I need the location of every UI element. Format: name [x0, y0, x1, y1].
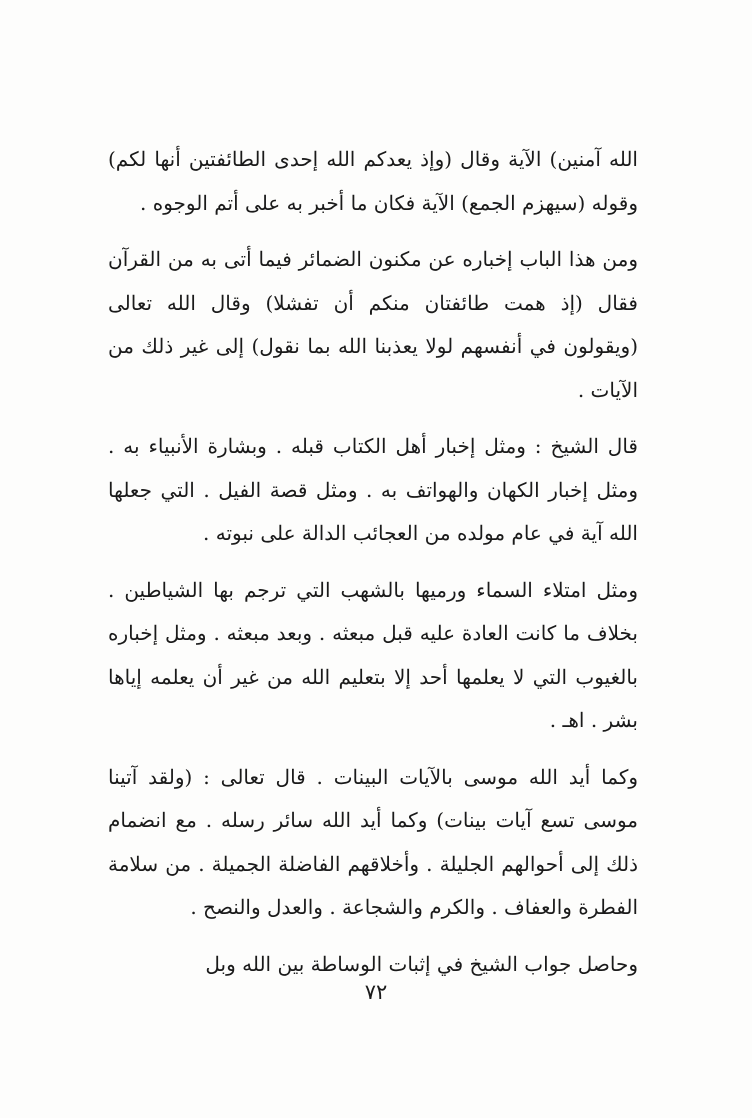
body-text — [108, 138, 638, 986]
paragraph-1: الله آمنين) الآية وقال (وإذ يعدكم الله إحدى الطائفتين أنها لكم) وقوله (سيهزم الجمع) الآية فكان ما أخبر به على أتم الوجوه . — [108, 147, 638, 215]
paragraph-3: قال الشيخ : ومثل إخبار أهل الكتاب قبله . وبشارة الأنبياء به . ومثل إخبار الكهان والهواتف به . ومثل قصة الفيل . التي جعلها الله آية في عام مولده من العجائب الدالة على نبوته . — [108, 434, 638, 545]
paragraph-2: ومن هذا الباب إخباره عن مكنون الضمائر فيما أتى به من القرآن فقال (إذ همت طائفتان منكم أن تفشلا) وقال الله تعالى (ويقولون في أنفسهم لولا يعذبنا الله بما نقول) إلى غير ذلك من الآيات . — [108, 247, 638, 402]
page-number: ٧٢ — [364, 980, 388, 1004]
paragraph-6: وحاصل جواب الشيخ في إثبات الوساطة بين الله وبل — [205, 951, 638, 976]
paragraph-4: ومثل امتلاء السماء ورميها بالشهب التي ترجم بها الشياطين . بخلاف ما كانت العادة عليه قبل مبعثه . وبعد مبعثه . ومثل إخباره بالغيوب التي لا يعلمها أحد إلا بتعليم الله من غير أن يعلمه إياها بشر . اهـ . — [108, 577, 638, 732]
paragraph-5: وكما أيد الله موسى بالآيات البينات . قال تعالى : (ولقد آتينا موسى تسع آيات بينات) وكما أيد الله سائر رسله . مع انضمام ذلك إلى أحوالهم الجليلة . وأخلاقهم الفاضلة الجميلة . من سلامة الفطرة والعفاف . والكرم والشجاعة . والعدل والنصح . — [108, 764, 638, 919]
